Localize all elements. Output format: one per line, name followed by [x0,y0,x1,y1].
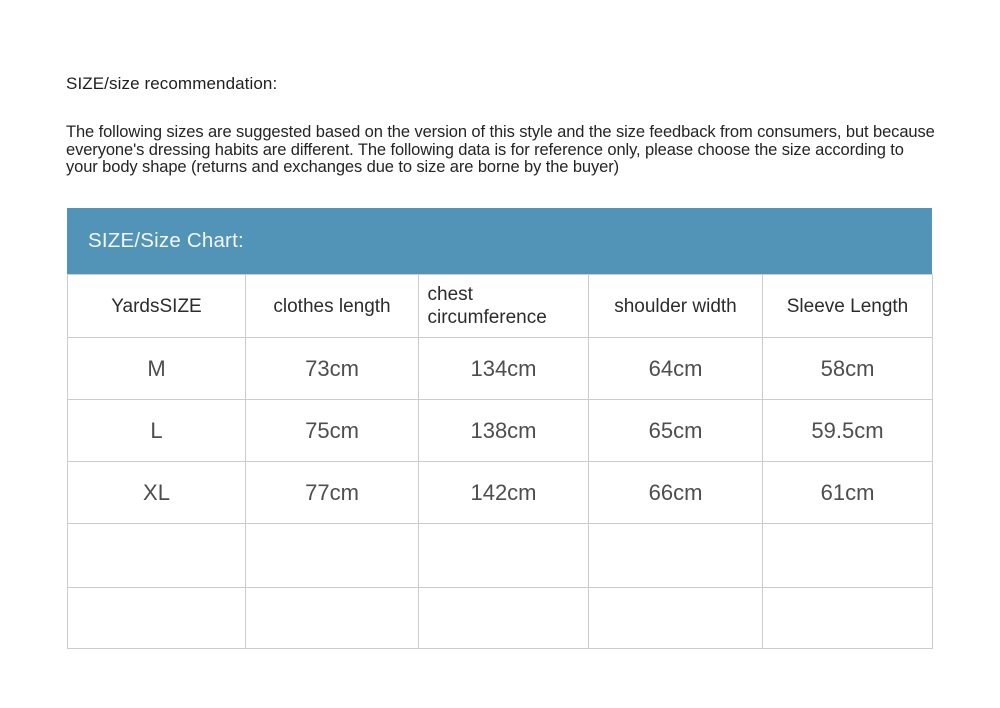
shoulder-width-cell: 64cm [589,338,763,400]
size-row-xl [68,462,933,524]
clothes-length-cell: 73cm [246,338,419,400]
col-header-sleeve-length: Sleeve Length [763,275,933,338]
chest-circumference-cell: 138cm [419,400,589,462]
empty-cell [246,524,419,588]
size-recommendation-description: The following sizes are suggested based on the version of this style and the size feedback from consumers, but because everyone's dressing habits are different. The following data is for reference only, please choose the size according to your body shape (returns and exchanges due to size are borne by the buyer) [66,123,935,176]
empty-cell [589,588,763,649]
chest-circumference-cell: 142cm [419,462,589,524]
clothes-length-cell: 77cm [246,462,419,524]
size-chart-table [67,274,933,649]
empty-cell [589,524,763,588]
size-recommendation-heading: SIZE/size recommendation: [66,74,278,93]
col-header-yards-size: YardsSIZE [68,275,246,338]
col-header-shoulder-width: shoulder width [589,275,763,338]
empty-cell [68,588,246,649]
size-label-cell: XL [68,462,246,524]
empty-cell [763,524,933,588]
shoulder-width-cell: 66cm [589,462,763,524]
chest-circumference-cell: 134cm [419,338,589,400]
sleeve-length-cell: 61cm [763,462,933,524]
size-row-m [68,338,933,400]
col-header-clothes-length: clothes length [246,275,419,338]
size-chart-section [67,208,932,649]
size-label-cell: L [68,400,246,462]
size-row-empty [68,588,933,649]
clothes-length-cell: 75cm [246,400,419,462]
size-chart-title-bar [67,208,932,274]
size-chart-title: SIZE/Size Chart: [88,229,244,252]
sleeve-length-cell: 58cm [763,338,933,400]
shoulder-width-cell: 65cm [589,400,763,462]
size-chart-header-row [68,275,933,338]
empty-cell [419,524,589,588]
sleeve-length-cell: 59.5cm [763,400,933,462]
empty-cell [763,588,933,649]
size-row-l [68,400,933,462]
empty-cell [419,588,589,649]
col-header-chest-circumference: chest circumference [419,275,589,338]
empty-cell [68,524,246,588]
size-row-empty [68,524,933,588]
size-label-cell: M [68,338,246,400]
empty-cell [246,588,419,649]
